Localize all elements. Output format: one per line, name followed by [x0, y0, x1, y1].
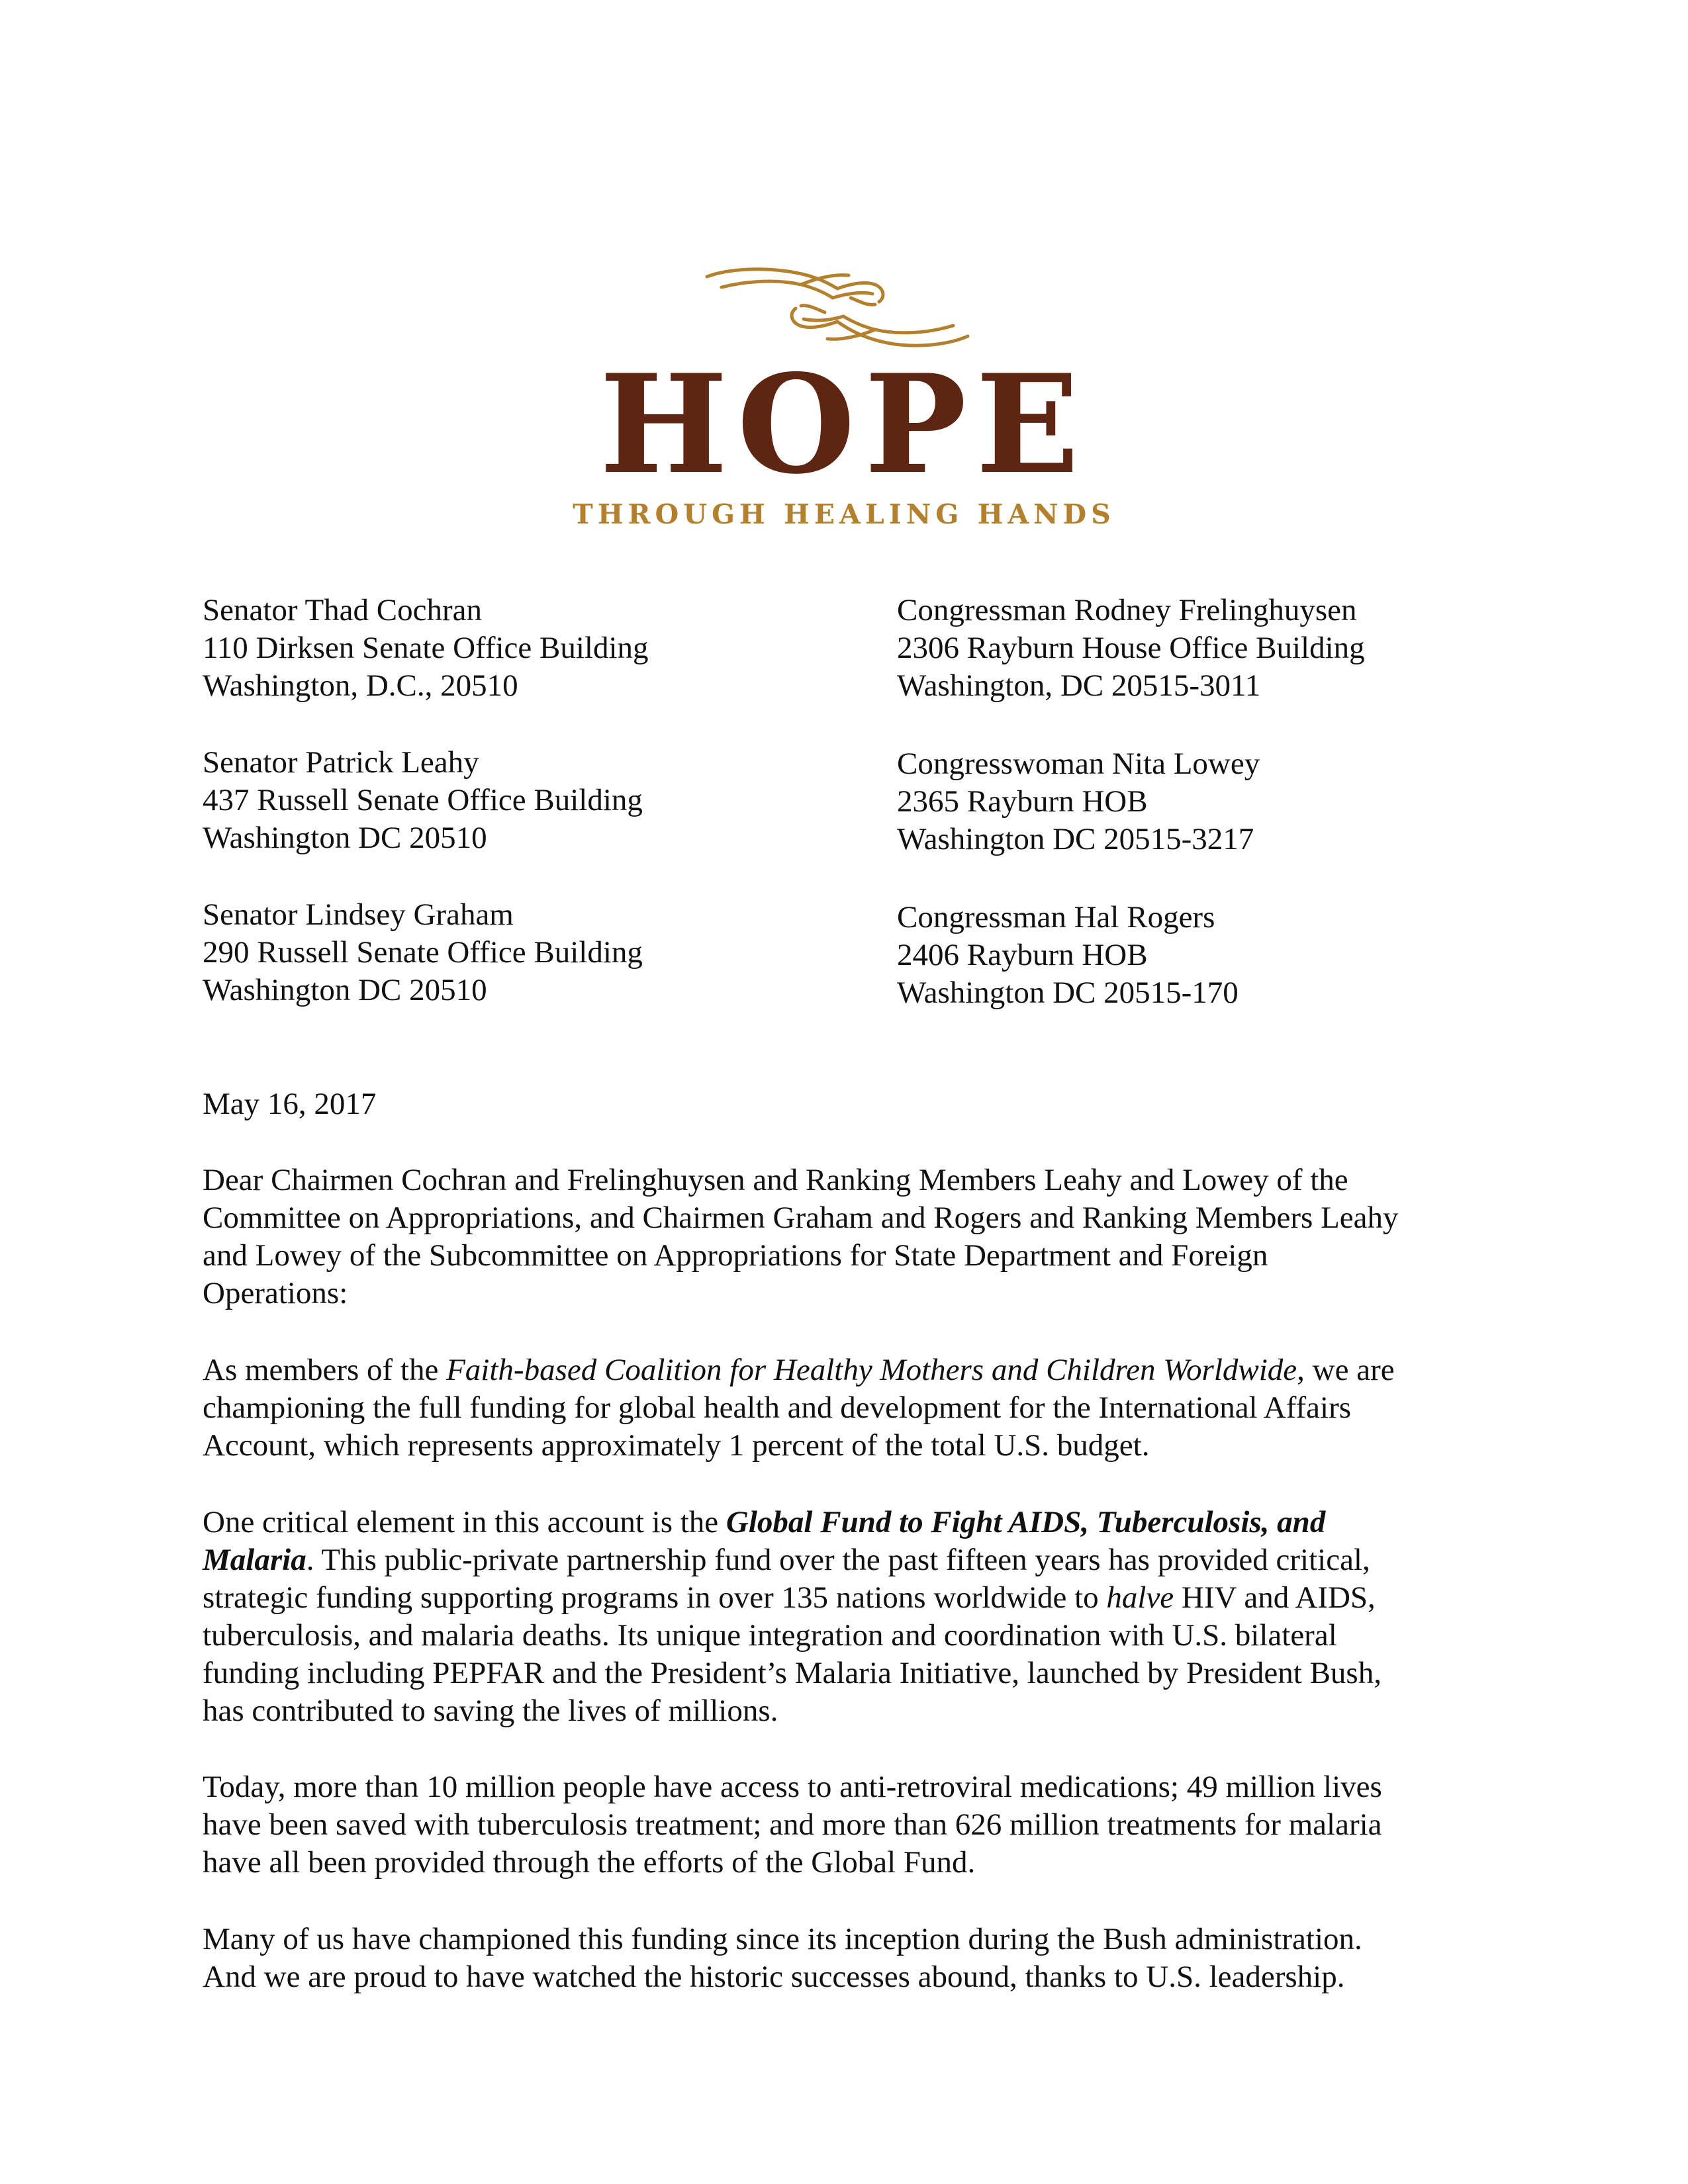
- recipient-address: [203, 896, 865, 1009]
- recipient-name: Senator Lindsey Graham: [203, 897, 514, 932]
- recipient-street: 2306 Rayburn House Office Building: [897, 631, 1365, 665]
- paragraph-line: tuberculosis, and malaria deaths. Its unique integration and coordination with U.S. bilateral: [203, 1618, 1337, 1653]
- paragraph-line: have all been provided through the efforts of the Global Fund.: [203, 1845, 976, 1880]
- emphasis-text: halve: [1106, 1580, 1174, 1615]
- paragraph-line: championing the full funding for global health and development for the International Affairs: [203, 1390, 1352, 1425]
- text-run: As members of the: [203, 1353, 447, 1387]
- paragraph-line: Account, which represents approximately 1 percent of the total U.S. budget.: [203, 1428, 1150, 1463]
- body-paragraph: [203, 1921, 1500, 1996]
- salutation: [203, 1161, 1500, 1312]
- recipient-street: 290 Russell Senate Office Building: [203, 935, 643, 970]
- text-run: , we are: [1297, 1353, 1395, 1387]
- recipient-city: Washington DC 20510: [203, 821, 487, 855]
- coalition-name: Faith-based Coalition for Healthy Mothers and Children Worldwide: [446, 1353, 1297, 1387]
- recipient-street: 2406 Rayburn HOB: [897, 938, 1148, 972]
- paragraph-line: And we are proud to have watched the historic successes abound, thanks to U.S. leadership.: [203, 1960, 1345, 1994]
- body-paragraph: [203, 1351, 1500, 1465]
- paragraph-line: Today, more than 10 million people have access to anti-retroviral medications; 49 million lives: [203, 1770, 1382, 1804]
- logo-wordmark: HOPE: [599, 345, 1089, 504]
- recipient-name: Senator Patrick Leahy: [203, 745, 479, 780]
- paragraph-line: [203, 1579, 1500, 1617]
- recipient-city: Washington DC 20515-3217: [897, 822, 1254, 856]
- recipient-name: Congressman Rodney Frelinghuysen: [897, 593, 1357, 627]
- paragraph-line: [203, 1504, 1500, 1541]
- global-fund-name: Global Fund to Fight AIDS, Tuberculosis, and: [726, 1505, 1326, 1539]
- paragraph-line: [203, 1541, 1500, 1579]
- recipient-name: Congressman Hal Rogers: [897, 900, 1215, 934]
- recipient-city: Washington, D.C., 20510: [203, 668, 518, 703]
- letter-date: [203, 1085, 1500, 1123]
- paragraph-line: has contributed to saving the lives of millions.: [203, 1694, 778, 1728]
- global-fund-name-cont: Malaria: [203, 1543, 306, 1577]
- recipient-address: [203, 744, 865, 857]
- hope-logo: [563, 265, 1125, 543]
- paragraph-line: [203, 1351, 1500, 1389]
- recipient-street: 110 Dirksen Senate Office Building: [203, 631, 649, 665]
- body-paragraph: [203, 1768, 1500, 1882]
- text-run: strategic funding supporting programs in over 135 nations worldwide to: [203, 1580, 1107, 1615]
- recipient-name: Congresswoman Nita Lowey: [897, 747, 1260, 781]
- recipient-name: Senator Thad Cochran: [203, 593, 483, 627]
- recipient-address: [897, 592, 1559, 705]
- recipient-city: Washington DC 20510: [203, 973, 487, 1007]
- salutation-line: and Lowey of the Subcommittee on Appropriations for State Department and Foreign: [203, 1238, 1268, 1273]
- recipient-city: Washington DC 20515-170: [897, 976, 1239, 1010]
- logo-tagline: THROUGH HEALING HANDS: [573, 498, 1115, 530]
- recipient-city: Washington, DC 20515-3011: [897, 668, 1261, 703]
- recipient-street: 437 Russell Senate Office Building: [203, 783, 643, 817]
- paragraph-line: funding including PEPFAR and the President’s Malaria Initiative, launched by President Bush,: [203, 1656, 1382, 1690]
- recipient-street: 2365 Rayburn HOB: [897, 784, 1148, 819]
- body-paragraph: [203, 1504, 1500, 1730]
- text-run: . This public-private partnership fund over the past fifteen years has provided critical,: [306, 1543, 1370, 1577]
- recipient-address: [203, 592, 865, 705]
- recipient-address: [897, 899, 1559, 1012]
- salutation-line: Dear Chairmen Cochran and Frelinghuysen and Ranking Members Leahy and Lowey of the: [203, 1163, 1348, 1197]
- paragraph-line: Many of us have championed this funding since its inception during the Bush administration.: [203, 1922, 1362, 1956]
- salutation-line: Committee on Appropriations, and Chairmen Graham and Rogers and Ranking Members Leahy: [203, 1201, 1399, 1235]
- paragraph-line: have been saved with tuberculosis treatment; and more than 626 million treatments for malaria: [203, 1807, 1382, 1842]
- date-text: May 16, 2017: [203, 1087, 377, 1121]
- salutation-line: Operations:: [203, 1276, 348, 1310]
- text-run: HIV and AIDS,: [1174, 1580, 1376, 1615]
- hands-icon: [702, 265, 973, 351]
- recipient-address: [897, 745, 1559, 858]
- text-run: One critical element in this account is the: [203, 1505, 726, 1539]
